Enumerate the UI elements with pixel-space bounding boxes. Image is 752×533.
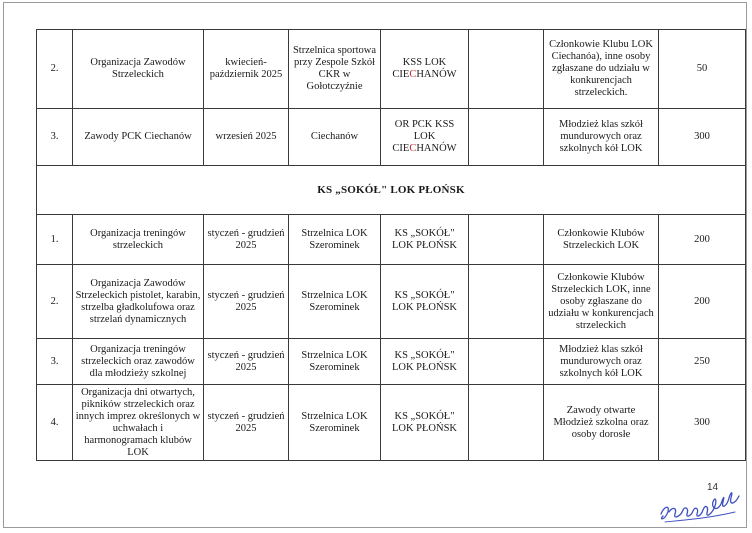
event-place: Strzelnica LOK Szerominek [289, 215, 381, 265]
event-organizer: KS „SOKÓŁ" LOK PŁOŃSK [381, 265, 469, 339]
event-participants: Młodzież klas szkół mundurowych oraz szkolnych kół LOK [544, 109, 659, 166]
event-extra [469, 30, 544, 109]
row-number: 4. [37, 385, 73, 461]
event-place: Strzelnica LOK Szerominek [289, 385, 381, 461]
event-name: Organizacja treningów strzeleckich oraz zawodów dla młodzieży szkolnej [73, 339, 204, 385]
event-extra [469, 339, 544, 385]
event-name: Organizacja Zawodów Strzeleckich pistolet, karabin, strzelba gładkolufowa oraz strzelań dynamicznych [73, 265, 204, 339]
organizer-text-prefix: KSS LOK CIE [392, 57, 447, 80]
table-row [37, 265, 746, 339]
event-name: Organizacja treningów strzeleckich [73, 215, 204, 265]
event-place: Strzelnica LOK Szerominek [289, 265, 381, 339]
participant-count: 300 [659, 109, 746, 166]
table-row [37, 215, 746, 265]
table-row [37, 339, 746, 385]
event-extra [469, 265, 544, 339]
organizer-text-suffix: HANÓW [416, 69, 457, 80]
table-row [37, 109, 746, 166]
participant-count: 50 [659, 30, 746, 109]
event-date: kwiecień-październik 2025 [204, 30, 289, 109]
events-table [36, 29, 746, 461]
table-row [37, 30, 746, 109]
event-organizer: KS „SOKÓŁ" LOK PŁOŃSK [381, 215, 469, 265]
event-extra [469, 215, 544, 265]
organizer-text-red: C [409, 143, 417, 154]
event-extra [469, 109, 544, 166]
event-organizer: KS „SOKÓŁ" LOK PŁOŃSK [381, 339, 469, 385]
event-organizer: KS „SOKÓŁ" LOK PŁOŃSK [381, 385, 469, 461]
event-participants: Członkowie Klubu LOK Ciechanóa), inne osoby zgłaszane do udziału w konkurencjach strzeleckich. [544, 30, 659, 109]
row-number: 2. [37, 265, 73, 339]
event-organizer [381, 109, 469, 166]
event-participants: Młodzież klas szkół mundurowych oraz szkolnych kół LOK [544, 339, 659, 385]
participant-count: 200 [659, 265, 746, 339]
event-date: styczeń - grudzień 2025 [204, 215, 289, 265]
section-title: KS „SOKÓŁ" LOK PŁOŃSK [37, 166, 746, 215]
event-place: Strzelnica LOK Szerominek [289, 339, 381, 385]
organizer-text-suffix: HANÓW [416, 143, 457, 154]
event-participants: Członkowie Klubów Strzeleckich LOK, inne osoby zgłaszane do udziału w konkurencjach strzeleckich [544, 265, 659, 339]
organizer-text-prefix: OR PCK KSS LOK CIE [392, 119, 455, 154]
event-name: Organizacja Zawodów Strzeleckich [73, 30, 204, 109]
event-date: styczeń - grudzień 2025 [204, 339, 289, 385]
row-number: 3. [37, 109, 73, 166]
event-place: Strzelnica sportowa przy Zespole Szkół CKR w Gołotczyźnie [289, 30, 381, 109]
event-date: styczeń - grudzień 2025 [204, 385, 289, 461]
row-number: 2. [37, 30, 73, 109]
table-row [37, 385, 746, 461]
participant-count: 250 [659, 339, 746, 385]
page-number: 14 [707, 482, 719, 493]
event-place: Ciechanów [289, 109, 381, 166]
event-participants: Zawody otwarte Młodzież szkolna oraz osoby dorosłe [544, 385, 659, 461]
event-name: Zawody PCK Ciechanów [73, 109, 204, 166]
participant-count: 300 [659, 385, 746, 461]
section-row [37, 166, 746, 215]
event-extra [469, 385, 544, 461]
event-name: Organizacja dni otwartych, pikników strzeleckich oraz innych imprez określonych w uchwałach i harmonogramach klubów LOK [73, 385, 204, 461]
row-number: 1. [37, 215, 73, 265]
event-participants: Członkowie Klubów Strzeleckich LOK [544, 215, 659, 265]
organizer-text-red: C [409, 69, 417, 80]
row-number: 3. [37, 339, 73, 385]
handwritten-signature [655, 476, 745, 526]
participant-count: 200 [659, 215, 746, 265]
event-organizer [381, 30, 469, 109]
event-date: wrzesień 2025 [204, 109, 289, 166]
event-date: styczeń - grudzień 2025 [204, 265, 289, 339]
